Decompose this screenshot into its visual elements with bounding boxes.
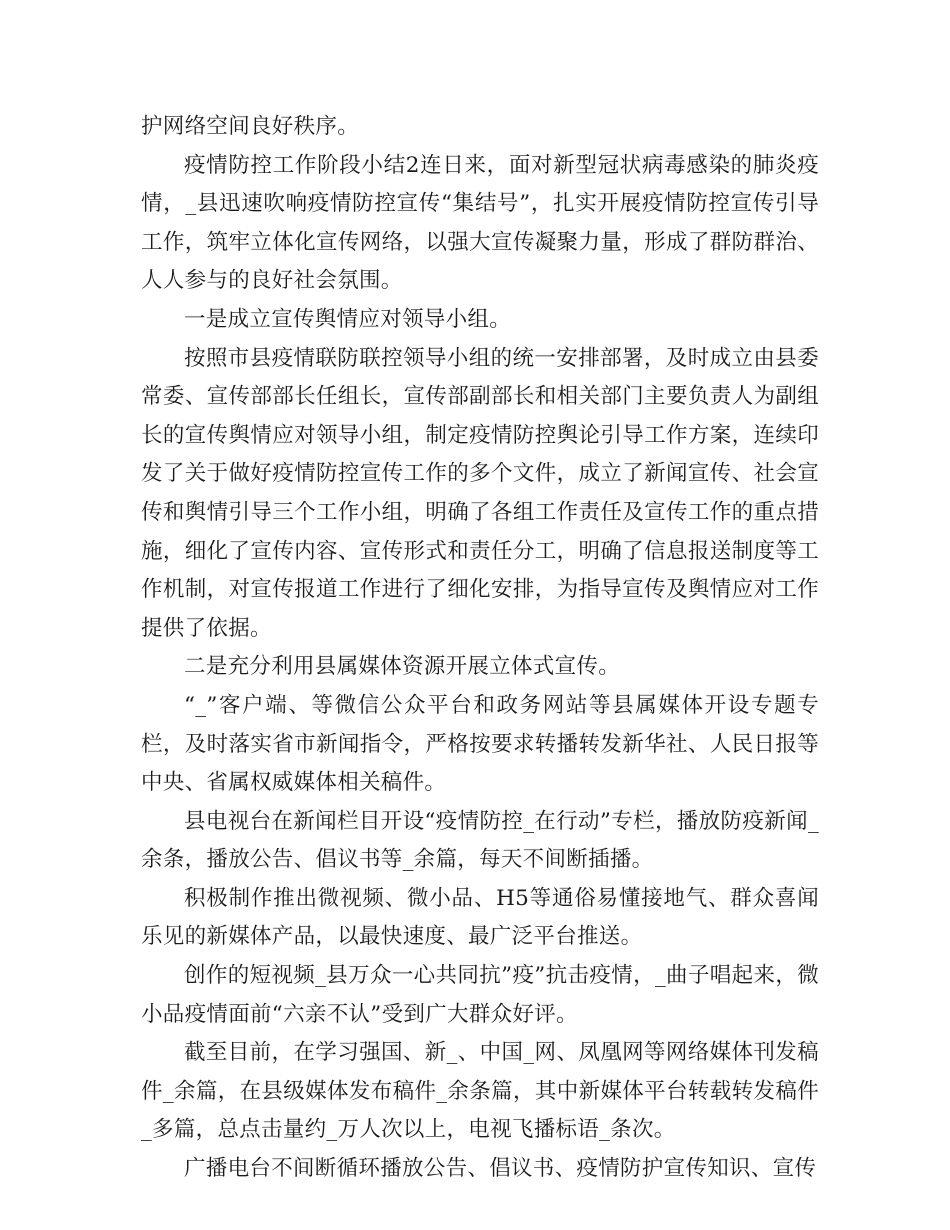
paragraph-10: 截至目前，在学习强国、新_、中国_网、凤凰网等网络媒体刊发稿件_余篇，在县级媒体发布稿件_余条篇，其中新媒体平台转载转发稿件_多篇，总点击量约_万人次以上，电视飞播标语_条次。 xyxy=(141,1040,819,1143)
paragraph-9: 创作的短视频_县万众一心共同抗”疫”抗击疫情，_曲子唱起来，微小品疫情面前“六亲不认”受到广大群众好评。 xyxy=(141,963,819,1027)
paragraph-3-heading: 一是成立宣传舆情应对领导小组。 xyxy=(184,306,512,332)
paragraph-7: 县电视台在新闻栏目开设“疫情防控_在行动”专栏，播放防疫新闻_余条，播放公告、倡议书等_余篇，每天不间断插播。 xyxy=(141,808,819,873)
document-body xyxy=(141,108,819,1189)
paragraph-6: “_”客户端、等微信公众平台和政务网站等县属媒体开设专题专栏，及时落实省市新闻指令，严格按要求转播转发新华社、人民日报等中央、省属权威媒体相关稿件。 xyxy=(141,692,819,796)
paragraph-1: 护网络空间良好秩序。 xyxy=(141,114,360,139)
paragraph-5-heading: 二是充分利用县属媒体资源开展立体式宣传。 xyxy=(184,654,621,680)
paragraph-2: 疫情防控工作阶段小结2连日来，面对新型冠状病毒感染的肺炎疫情，_县迅速吹响疫情防控宣传“集结号”，扎实开展疫情防控宣传引导工作，筑牢立体化宣传网络，以强大宣传凝聚力量，形成了群防群治、人人参与的良好社会氛围。 xyxy=(141,152,819,294)
paragraph-8: 积极制作推出微视频、微小品、H5等通俗易懂接地气、群众喜闻乐见的新媒体产品，以最快速度、最广泛平台推送。 xyxy=(141,885,819,950)
paragraph-11: 广播电台不间断循环播放公告、倡议书、疫情防护宣传知识、宣传 xyxy=(184,1156,817,1182)
paragraph-4: 按照市县疫情联防联控领导小组的统一安排部署，及时成立由县委常委、宣传部部长任组长，宣传部副部长和相关部门主要负责人为副组长的宣传舆情应对领导小组，制定疫情防控舆论引导工作方案，连续印发了关于做好疫情防控宣传工作的多个文件，成立了新闻宣传、社会宣传和舆情引导三个工作小组，明确了各组工作责任及宣传工作的重点措施，细化了宣传内容、宣传形式和责任分工，明确了信息报送制度等工作机制，对宣传报道工作进行了细化安排，为指导宣传及舆情应对工作提供了依据。 xyxy=(141,345,819,641)
